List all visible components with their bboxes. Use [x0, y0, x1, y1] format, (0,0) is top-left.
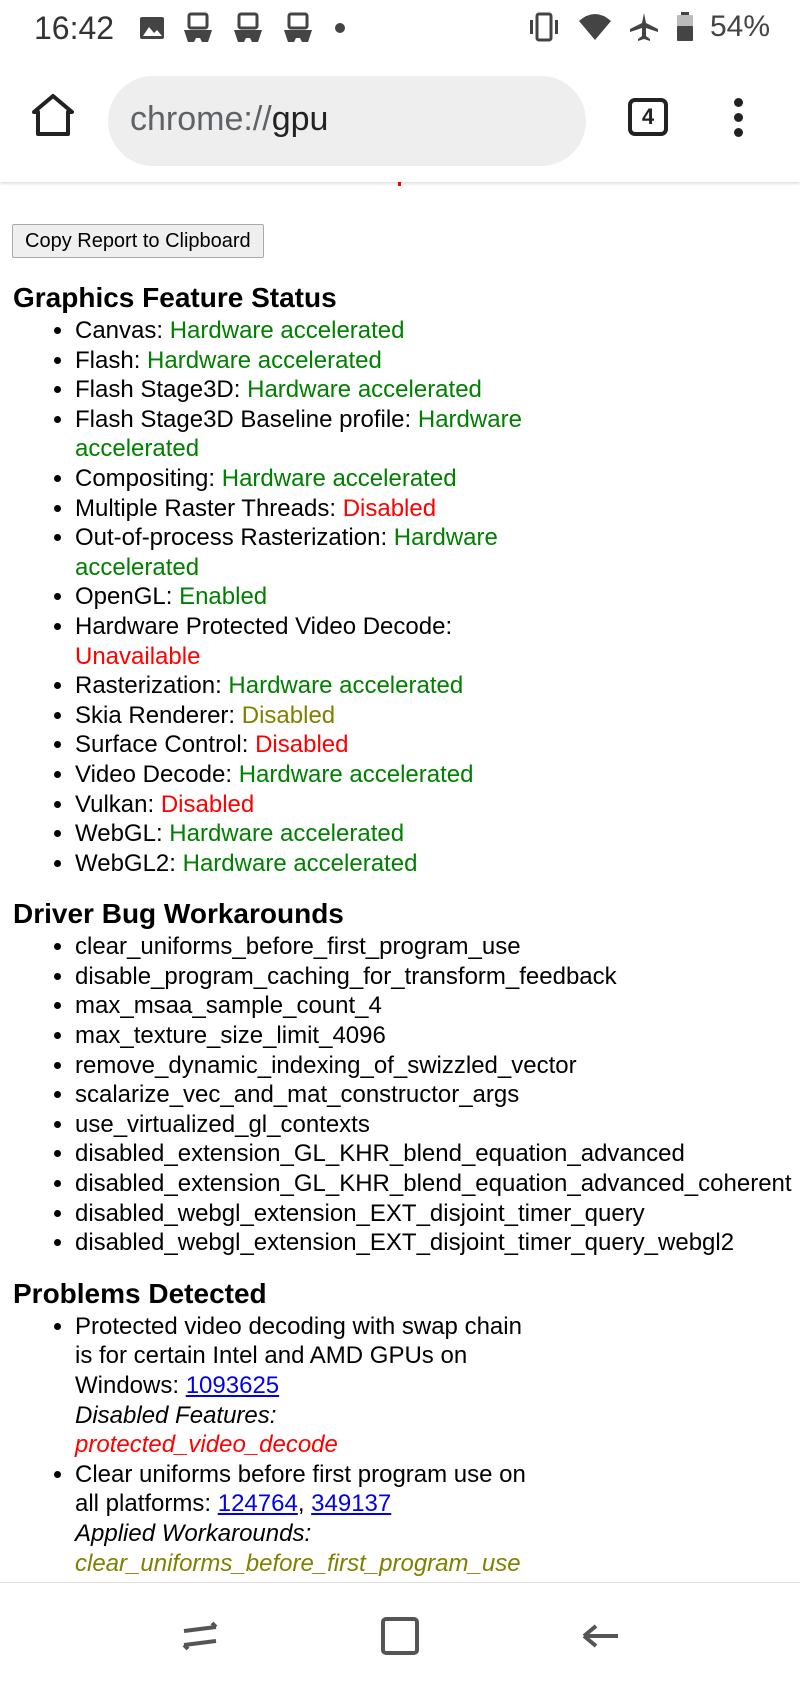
feature-item: • Hardware Protected Video Decode: Unavailable — [75, 612, 545, 671]
gpu-report — [0, 282, 800, 1608]
problem-description: Protected video decoding with swap chain is for certain Intel and AMD GPUs on Windows: — [75, 1312, 522, 1399]
navigation-bar — [0, 1582, 800, 1689]
feature-item: • OpenGL: Enabled — [75, 582, 545, 612]
tab-count: 4 — [641, 104, 655, 129]
problem-detail-value: clear_uniforms_before_first_program_use — [75, 1549, 521, 1577]
problems-detected-list — [0, 1312, 800, 1608]
feature-name: Hardware Protected Video Decode — [75, 612, 446, 640]
feature-status: Disabled — [255, 731, 349, 759]
problem-item: • Clear uniforms before first program use on all platforms: 124764, 349137 Applied Workarounds: clear_uniforms_before_first_program_use — [75, 1460, 545, 1578]
page-content — [0, 182, 800, 1582]
feature-status: Disabled — [342, 494, 437, 522]
url-bar[interactable] — [108, 76, 586, 166]
workaround-item: • disabled_webgl_extension_EXT_disjoint_timer_query_webgl2 — [75, 1228, 800, 1258]
feature-name: Compositing — [75, 464, 209, 492]
workaround-item: • clear_uniforms_before_first_program_use — [75, 932, 800, 962]
battery-icon — [676, 12, 694, 42]
feature-name: Flash Stage3D — [75, 376, 234, 404]
feature-status: Disabled — [160, 790, 255, 818]
feature-item: • Multiple Raster Threads: Disabled — [75, 494, 545, 524]
feature-item: • WebGL2: Hardware accelerated — [75, 849, 545, 879]
feature-status: Enabled — [179, 583, 268, 611]
workaround-item: • disabled_extension_GL_KHR_blend_equation_advanced_coherent — [75, 1169, 800, 1199]
problem-item — [75, 1312, 545, 1460]
problem-detail-label: Applied Workarounds: — [75, 1519, 312, 1547]
airplane-icon — [628, 11, 660, 43]
problem-description: Clear uniforms before first program use on all platforms: — [75, 1460, 526, 1518]
feature-item: • Skia Renderer: Disabled — [75, 701, 545, 731]
feature-status: Hardware accelerated — [169, 820, 405, 848]
feature-name: Vulkan — [75, 790, 148, 818]
url-scheme: chrome:// — [130, 100, 272, 138]
dot-icon — [330, 18, 350, 38]
battery-percent: 54% — [709, 10, 770, 43]
feature-name: Skia Renderer — [75, 701, 229, 729]
driver-bug-workarounds-heading: Driver Bug Workarounds — [13, 898, 344, 930]
feature-status: Hardware accelerated — [238, 760, 474, 788]
feature-item: • Flash Stage3D: Hardware accelerated — [75, 375, 545, 405]
workaround-item: • disabled_extension_GL_KHR_blend_equation_advanced — [75, 1139, 800, 1169]
system-icons — [526, 10, 770, 44]
problems-detected-heading: Problems Detected — [13, 1277, 267, 1309]
workaround-item: • scalarize_vec_and_mat_constructor_args — [75, 1080, 800, 1110]
feature-item: • Rasterization: Hardware accelerated — [75, 671, 545, 701]
feature-name: Multiple Raster Threads — [75, 494, 330, 522]
feature-item: • Vulkan: Disabled — [75, 790, 545, 820]
problem-detail-label: Disabled Features: — [75, 1401, 277, 1429]
bug-link[interactable]: 1093625 — [185, 1372, 280, 1399]
gamepad-icon — [230, 12, 266, 44]
bug-link[interactable]: 124764 — [217, 1490, 298, 1518]
feature-status: Hardware accelerated — [75, 405, 522, 463]
copy-report-button[interactable]: Copy Report to Clipboard — [12, 224, 264, 258]
status-time: 16:42 — [34, 10, 115, 46]
feature-status: Hardware accelerated — [221, 464, 457, 492]
feature-name: Video Decode — [75, 760, 226, 788]
wifi-icon — [578, 13, 612, 41]
feature-name: OpenGL — [75, 583, 166, 611]
feature-status: Hardware accelerated — [147, 346, 382, 374]
feature-item: • Flash Stage3D Baseline profile: Hardware accelerated — [75, 405, 545, 464]
workaround-item: • remove_dynamic_indexing_of_swizzled_vector — [75, 1051, 800, 1081]
vibrate-icon — [526, 12, 562, 42]
feature-name: WebGL — [75, 820, 156, 848]
graphics-feature-status-list — [0, 316, 800, 878]
workaround-item: • max_msaa_sample_count_4 — [75, 991, 800, 1021]
feature-status: Hardware accelerated — [182, 849, 418, 877]
gamepad-icon — [280, 12, 316, 44]
workaround-item: • use_virtualized_gl_contexts — [75, 1110, 800, 1140]
workaround-item: • disable_program_caching_for_transform_feedback — [75, 962, 800, 992]
gamepad-icon — [180, 12, 216, 44]
feature-item: • Video Decode: Hardware accelerated — [75, 760, 545, 790]
feature-status: Unavailable — [75, 642, 201, 670]
feature-name: WebGL2 — [75, 849, 170, 877]
workaround-item: • max_texture_size_limit_4096 — [75, 1021, 800, 1051]
feature-name: Rasterization — [75, 672, 216, 700]
url-host: gpu — [271, 100, 329, 138]
recent-apps-icon[interactable] — [176, 1611, 226, 1661]
feature-status: Hardware accelerated — [75, 524, 498, 581]
feature-item: • Flash: Hardware accelerated — [75, 346, 545, 376]
url-text — [130, 100, 328, 139]
feature-status: Hardware accelerated — [169, 317, 405, 344]
feature-item: • WebGL: Hardware accelerated — [75, 819, 545, 849]
feature-item: • Canvas: Hardware accelerated — [75, 316, 545, 346]
home-nav-icon[interactable] — [375, 1611, 425, 1661]
graphics-feature-status-heading: Graphics Feature Status — [13, 282, 337, 313]
feature-name: Surface Control — [75, 731, 242, 759]
back-icon[interactable] — [576, 1611, 626, 1661]
feature-item: • Surface Control: Disabled — [75, 730, 545, 760]
feature-status: Hardware accelerated — [247, 376, 482, 404]
feature-name: Flash Stage3D Baseline profile — [75, 405, 405, 433]
notification-icons — [138, 12, 350, 44]
home-icon[interactable] — [28, 90, 78, 140]
feature-name: Canvas — [75, 317, 157, 344]
feature-name: Flash — [75, 346, 134, 374]
driver-bug-workarounds-list — [0, 932, 800, 1258]
status-bar — [0, 0, 800, 58]
feature-item: • Compositing: Hardware accelerated — [75, 464, 545, 494]
feature-status: Disabled — [241, 701, 336, 729]
tab-switcher-button[interactable] — [628, 98, 668, 136]
image-icon — [138, 14, 166, 42]
more-options-icon[interactable] — [728, 98, 748, 142]
feature-name: Out-of-process Rasterization — [75, 524, 381, 552]
workaround-item: • disabled_webgl_extension_EXT_disjoint_timer_query — [75, 1199, 800, 1229]
feature-status: Hardware accelerated — [228, 672, 464, 700]
browser-toolbar — [0, 58, 800, 182]
problem-detail-value: protected_video_decode — [75, 1431, 338, 1459]
feature-item: • Out-of-process Rasterization: Hardware accelerated — [75, 523, 545, 582]
bug-link[interactable]: 349137 — [311, 1490, 392, 1518]
